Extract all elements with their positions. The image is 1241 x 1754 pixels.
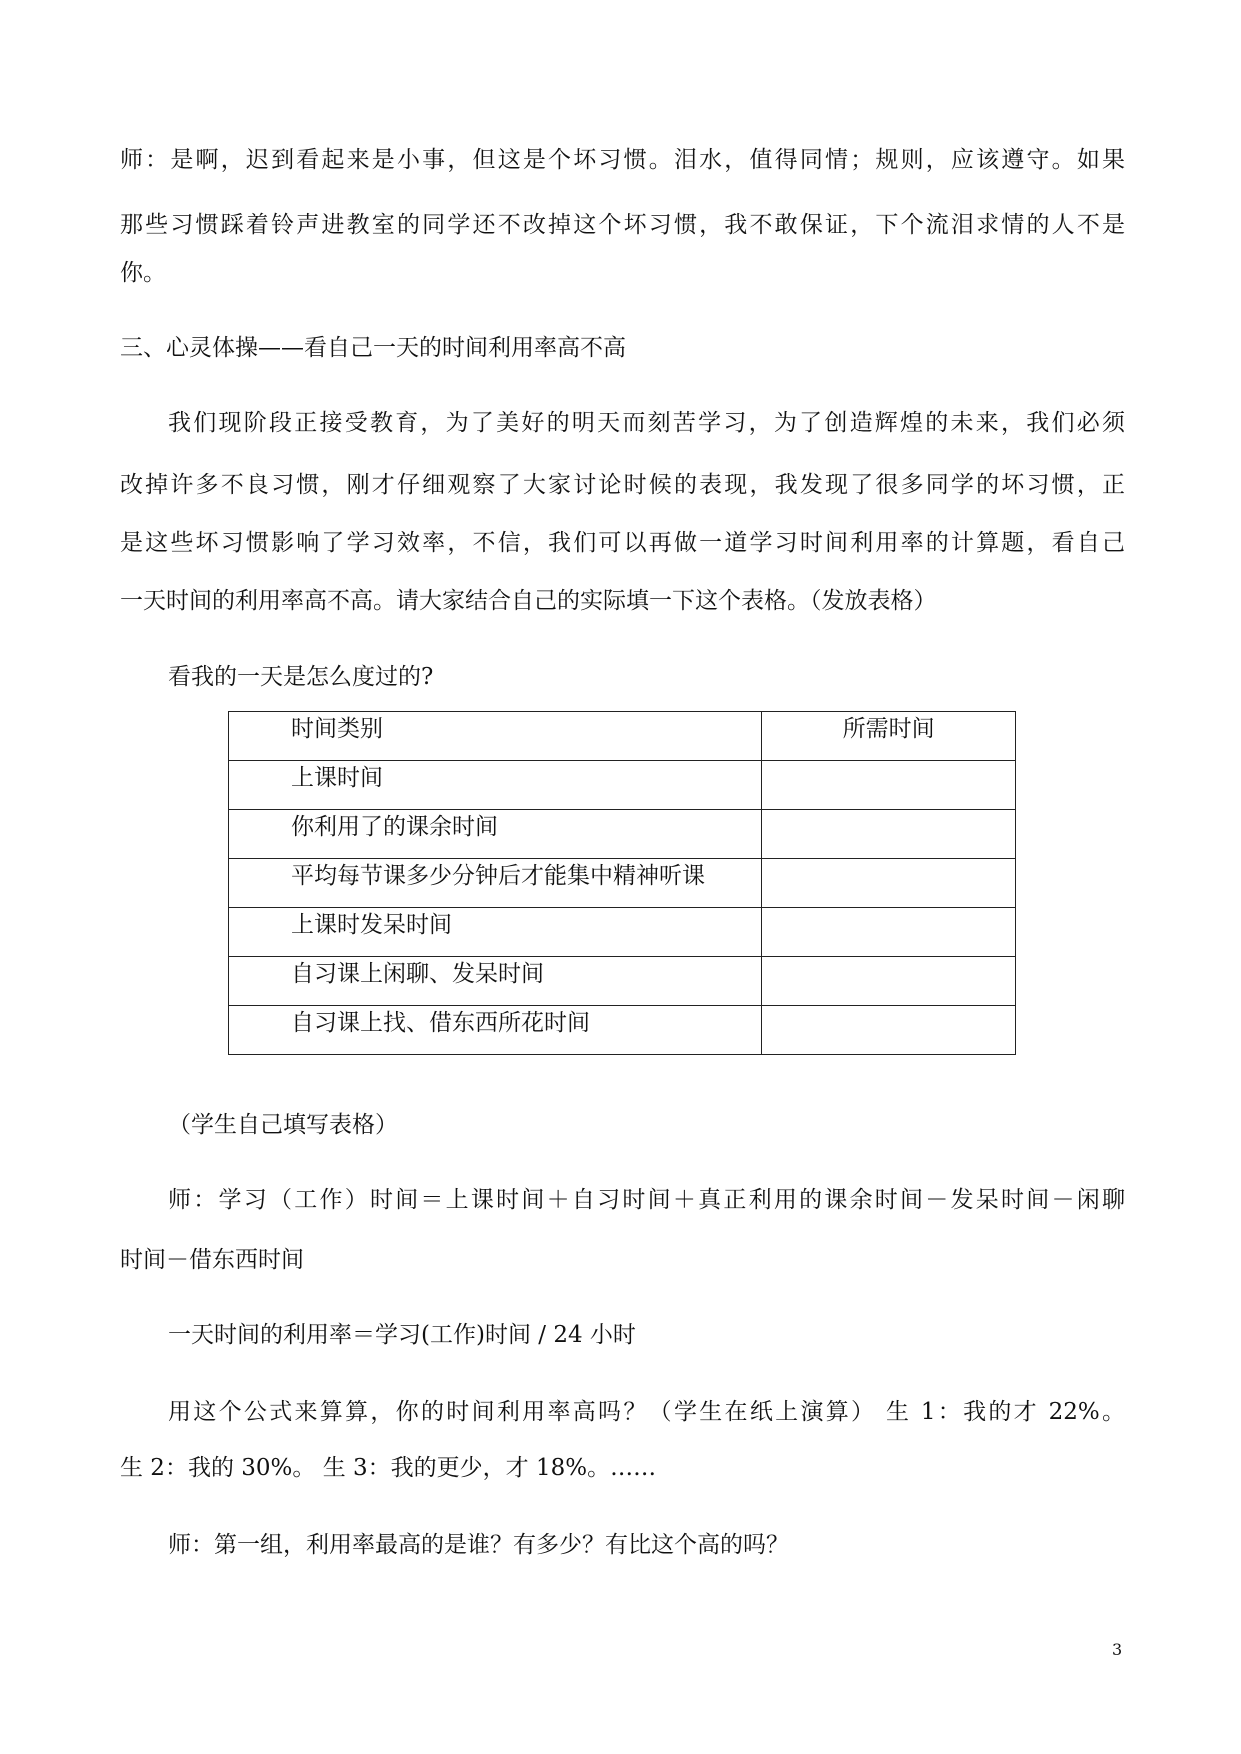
table-cell-category: 你利用了的课余时间 bbox=[229, 810, 762, 859]
paragraph-line: 师：是啊，迟到看起来是小事，但这是个坏习惯。泪水，值得同情；规则，应该遵守。如果 bbox=[120, 147, 1125, 173]
table-cell-time-blank[interactable] bbox=[762, 957, 1016, 1006]
paragraph-line: 时间－借东西时间 bbox=[120, 1247, 304, 1273]
page-number: 3 bbox=[1112, 1640, 1123, 1659]
paragraph-line: 生 2：我的 30%。 生 3：我的更少，才 18%。…… bbox=[120, 1455, 657, 1481]
table-cell-category: 上课时发呆时间 bbox=[229, 908, 762, 957]
table-row bbox=[229, 957, 1016, 1006]
table-cell-time-blank[interactable] bbox=[762, 761, 1016, 810]
paragraph-line: 那些习惯踩着铃声进教室的同学还不改掉这个坏习惯，我不敢保证，下个流泪求情的人不是 bbox=[120, 212, 1125, 238]
table-cell-category: 自习课上找、借东西所花时间 bbox=[229, 1006, 762, 1055]
table-row bbox=[229, 1006, 1016, 1055]
paragraph-line: 用这个公式来算算，你的时间利用率高吗？（学生在纸上演算） 生 1：我的才 22%。 bbox=[168, 1399, 1125, 1425]
table-cell-category: 上课时间 bbox=[229, 761, 762, 810]
table-cell-time-blank[interactable] bbox=[762, 810, 1016, 859]
paragraph-line: 是这些坏习惯影响了学习效率，不信，我们可以再做一道学习时间利用率的计算题，看自己 bbox=[120, 530, 1125, 556]
paragraph-line: 一天时间的利用率高不高。请大家结合自己的实际填一下这个表格。（发放表格） bbox=[120, 588, 937, 614]
time-usage-table bbox=[228, 711, 1016, 1055]
table-cell-time-blank[interactable] bbox=[762, 1006, 1016, 1055]
paragraph-line: 改掉许多不良习惯，刚才仔细观察了大家讨论时候的表现，我发现了很多同学的坏习惯，正 bbox=[120, 472, 1125, 498]
table-header-cell: 所需时间 bbox=[762, 712, 1016, 761]
table-cell-category: 平均每节课多少分钟后才能集中精神听课 bbox=[229, 859, 762, 908]
formula-line: 一天时间的利用率＝学习(工作)时间 / 24 小时 bbox=[168, 1322, 636, 1348]
section-heading: 三、心灵体操——看自己一天的时间利用率高不高 bbox=[120, 335, 626, 361]
paragraph-line: 师：第一组，利用率最高的是谁？有多少？有比这个高的吗？ bbox=[168, 1532, 789, 1558]
table-header-cell: 时间类别 bbox=[229, 712, 762, 761]
table-row bbox=[229, 908, 1016, 957]
table-row bbox=[229, 761, 1016, 810]
table-row bbox=[229, 859, 1016, 908]
paragraph-line: 我们现阶段正接受教育，为了美好的明天而刻苦学习，为了创造辉煌的未来，我们必须 bbox=[168, 410, 1125, 436]
table-cell-time-blank[interactable] bbox=[762, 859, 1016, 908]
paragraph-line: 师：学习（工作）时间＝上课时间＋自习时间＋真正利用的课余时间－发呆时间－闲聊 bbox=[168, 1187, 1125, 1213]
table-header-row bbox=[229, 712, 1016, 761]
table-cell-time-blank[interactable] bbox=[762, 908, 1016, 957]
paragraph-line: （学生自己填写表格） bbox=[168, 1112, 398, 1138]
paragraph-line: 你。 bbox=[120, 260, 166, 286]
table-row bbox=[229, 810, 1016, 859]
table-caption: 看我的一天是怎么度过的? bbox=[168, 664, 434, 690]
table-cell-category: 自习课上闲聊、发呆时间 bbox=[229, 957, 762, 1006]
